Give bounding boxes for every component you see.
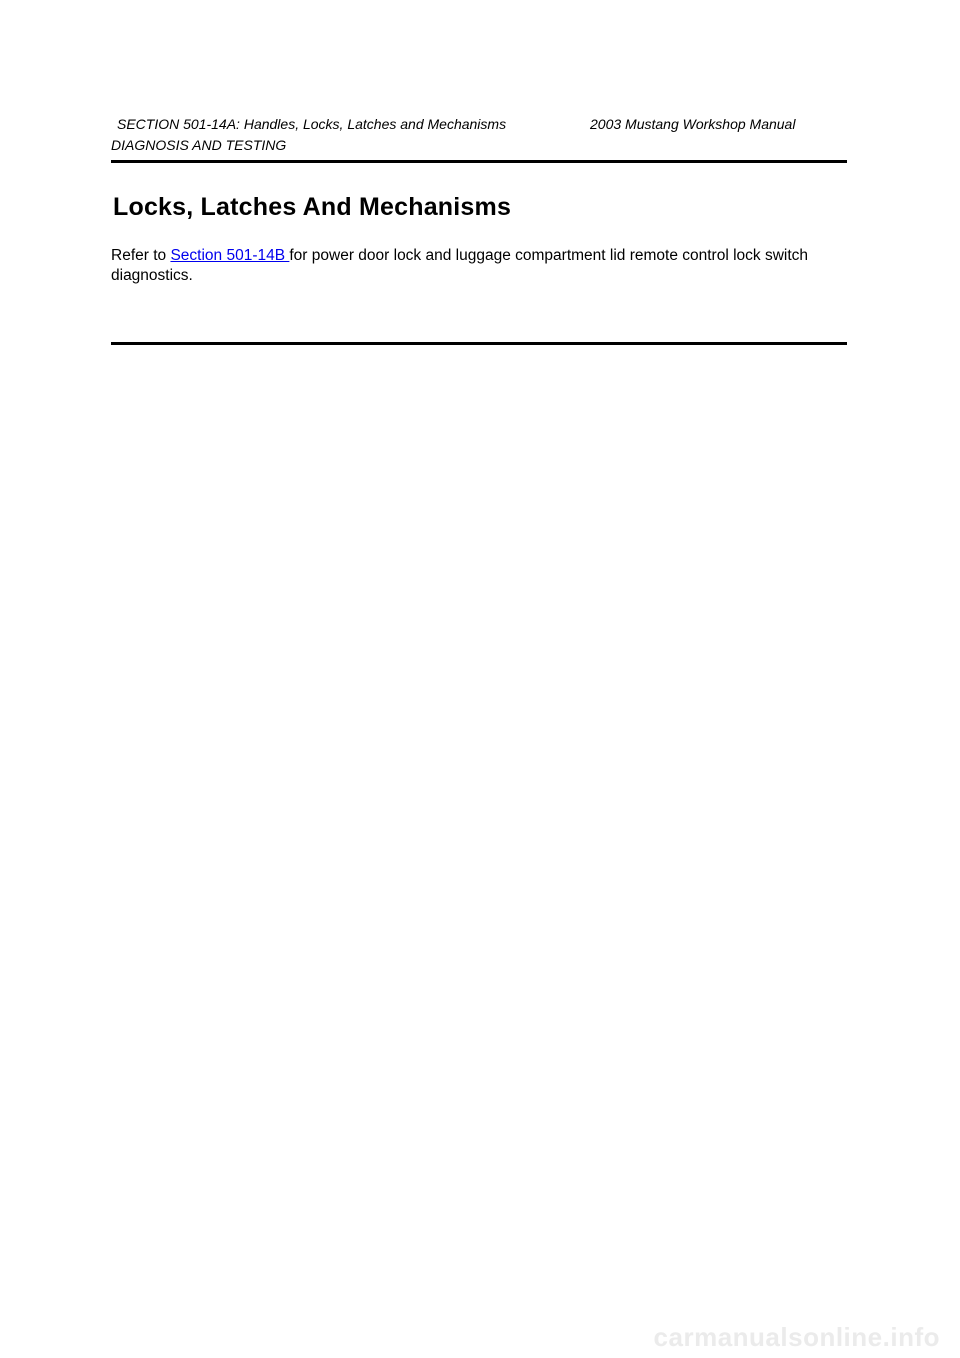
watermark-logo: carmanualsonline.info <box>653 1322 940 1352</box>
top-divider <box>111 160 847 163</box>
header-subsection: DIAGNOSIS AND TESTING <box>111 137 287 153</box>
body-paragraph <box>111 246 851 286</box>
page-title: Locks, Latches And Mechanisms <box>113 193 512 221</box>
bottom-divider <box>111 342 847 345</box>
paragraph-suffix: for power door lock and luggage compartment lid remote control lock switch diagnostics. <box>111 247 809 284</box>
header-manual-title: 2003 Mustang Workshop Manual <box>590 116 796 132</box>
paragraph-prefix: Refer to <box>111 247 171 264</box>
header-section-title: SECTION 501-14A: Handles, Locks, Latches and Mechanisms <box>117 116 507 132</box>
section-501-14b-link[interactable]: Section 501-14B <box>170 247 290 264</box>
